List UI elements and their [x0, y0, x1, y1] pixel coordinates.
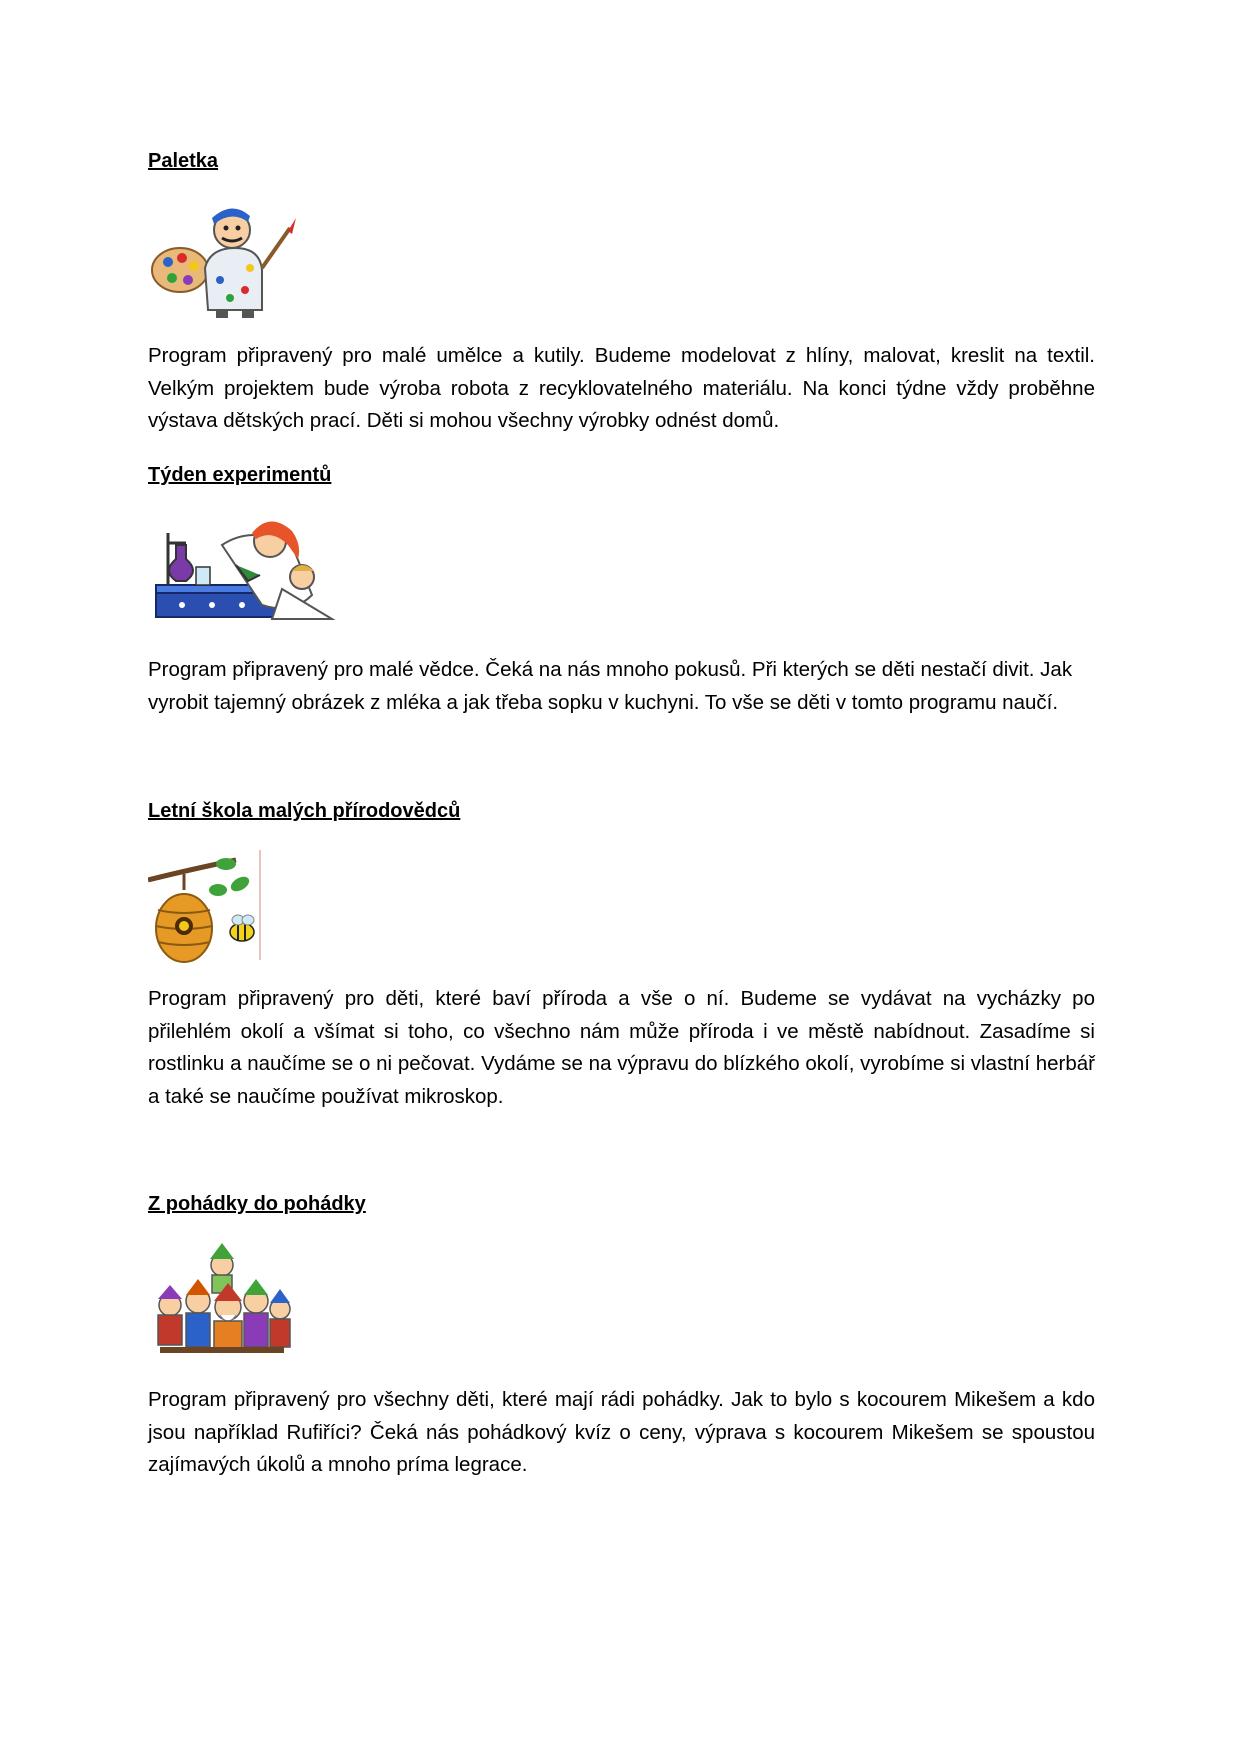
scientist-lab-icon: [152, 515, 337, 630]
section-text-pohadky: Program připravený pro všechny děti, které mají rádi pohádky. Jak to bylo s kocourem Mikešem a kdo jsou například Rufiříci? Čeká nás pohádkový kvíz o ceny, výprava s kocourem Mikešem se spoustou zajímavých úkolů a mnoho príma legrace.: [148, 1388, 1095, 1476]
section-text-experimenty: Program připravený pro malé vědce. Čeká na nás mnoho pokusů. Při kterých se děti nestačí divit. Jak vyrobit tajemný obrázek z mléka a jak třeba sopku v kuchyni. To vše se děti v tomto programu naučí.: [148, 658, 1073, 714]
section-title-prirodovedci: Letní škola malých přírodovědců: [148, 800, 461, 822]
dwarfs-icon: [150, 1243, 294, 1359]
section-text-prirodovedci: Program připravený pro děti, které baví příroda a vše o ní. Budeme se vydávat na vycházky po přilehlém okolí a všímat si toho, co všechno nám může příroda i ve městě nabídnout. Zasadíme si rostlinku a naučíme se o ni pečovat. Vydáme se na výpravu do blízkého okolí, vyrobíme si vlastní herbář a také se naučíme používat mikroskop.: [148, 987, 1095, 1108]
section-title-pohadky: Z pohádky do pohádky: [148, 1193, 366, 1215]
section-text-paletka: Program připravený pro malé umělce a kutily. Budeme modelovat z hlíny, malovat, kreslit na textil. Velkým projektem bude výroba robota z recyklovatelného materiálu. Na konci týdne vždy proběhne výstava dětských prací. Děti si mohou všechny výrobky odnést domů.: [148, 344, 1095, 432]
painter-icon: [150, 198, 300, 320]
section-title-paletka: Paletka: [148, 150, 219, 172]
beehive-bee-icon: [148, 850, 266, 966]
section-title-experimenty: Týden experimentů: [148, 464, 332, 486]
